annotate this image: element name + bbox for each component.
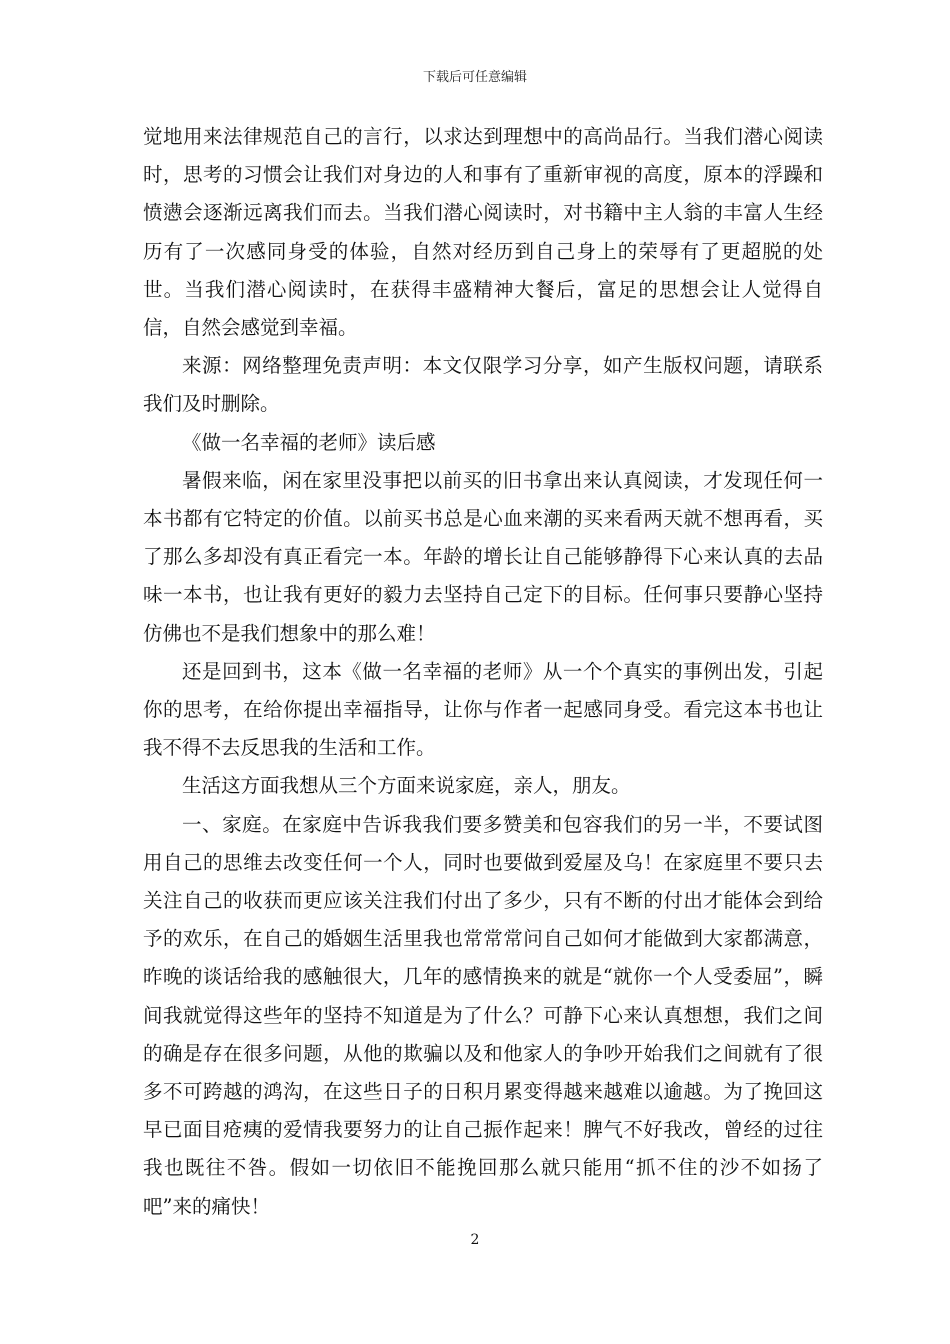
paragraph-1: 觉地用来法律规范自己的言行，以求达到理想中的高尚品行。当我们潜心阅读时，思考的习惯会让我们对身边的人和事有了重新审视的高度，原本的浮躁和愤懑会逐渐远离我们而去。当我们潜心阅读时，对书籍中主人翁的丰富人生经历有了一次感同身受的体验，自然对经历到自己身上的荣辱有了更超脱的处世。当我们潜心阅读时，在获得丰盛精神大餐后，富足的思想会让人觉得自信，自然会感觉到幸福。 <box>143 125 823 340</box>
paragraph-5: 还是回到书，这本《做一名幸福的老师》从一个个真实的事例出发，引起你的思考，在给你提出幸福指导，让你与作者一起感同身受。看完这本书也让我不得不去反思我的生活和工作。 <box>143 659 823 760</box>
paragraph-7: 一、家庭。在家庭中告诉我我们要多赞美和包容我们的另一半，不要试图用自己的思维去改变任何一个人，同时也要做到爱屋及乌！在家庭里不要只去关注自己的收获而更应该关注我们付出了多少，只有不断的付出才能体会到给予的欢乐，在自己的婚姻生活里我也常常常问自己如何才能做到大家都满意，昨晚的谈话给我的感触很大，几年的感情换来的就是“就你一个人受委屈”，瞬间我就觉得这些年的坚持不知道是为了什么？可静下心来认真想想，我们之间的确是存在很多问题，从他的欺骗以及和他家人的争吵开始我们之间就有了很多不可跨越的鸿沟，在这些日子的日积月累变得越来越难以逾越。为了挽回这早已面目疮痍的爱情我要努力的让自己振作起来！脾气不好我改，曾经的过往我也既往不咎。假如一切依旧不能挽回那么就只能用“抓不住的沙不如扬了吧”来的痛快！ <box>143 812 823 1218</box>
paragraph-4: 暑假来临，闲在家里没事把以前买的旧书拿出来认真阅读，才发现任何一本书都有它特定的价值。以前买书总是心血来潮的买来看两天就不想再看，买了那么多却没有真正看完一本。年龄的增长让自己能够静得下心来认真的去品味一本书，也让我有更好的毅力去坚持自己定下的目标。任何事只要静心坚持仿佛也不是我们想象中的那么难！ <box>143 468 823 645</box>
section-title: 《做一名幸福的老师》读后感 <box>182 430 436 454</box>
document-body <box>143 118 823 1226</box>
paragraph-6: 生活这方面我想从三个方面来说家庭，亲人，朋友。 <box>182 774 631 798</box>
paragraph-2-source-disclaimer: 来源：网络整理免责声明：本文仅限学习分享，如产生版权问题，请联系我们及时删除。 <box>143 354 823 416</box>
page-header: 下载后可任意编辑 <box>422 70 527 85</box>
page-number: 2 <box>470 1232 480 1248</box>
